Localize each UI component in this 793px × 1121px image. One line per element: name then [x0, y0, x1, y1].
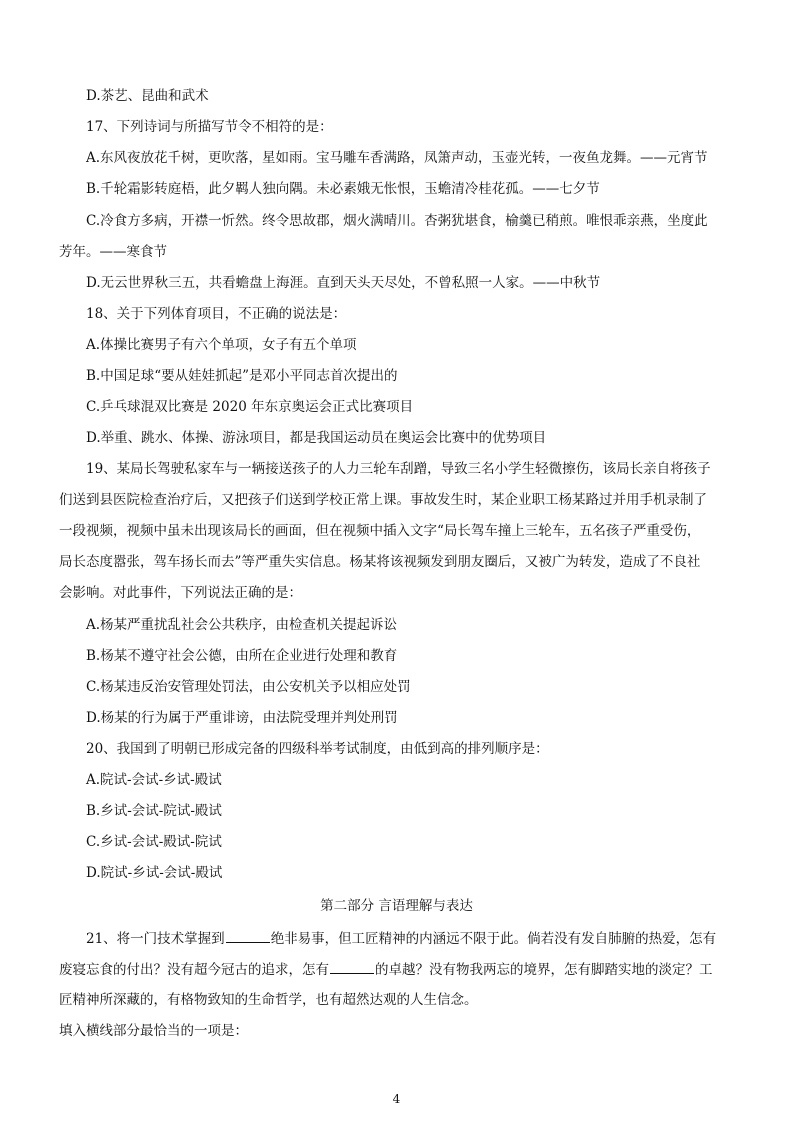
q19-stem-line-3: 一段视频，视频中虽未出现该局长的画面，但在视频中插入文字“局长驾车撞上三轮车，五名孩子严重受伤， [59, 523, 701, 539]
q17-option-a: A.东风夜放花千树，更吹落，星如雨。宝马雕车香满路，凤箫声动，玉壶光转，一夜鱼龙舞。——元宵节 [86, 150, 708, 166]
q18-stem: 18、关于下列体育项目，不正确的说法是： [86, 306, 347, 322]
q21-prompt: 填入横线部分最恰当的一项是： [59, 1023, 248, 1039]
q19-option-d: D.杨某的行为属于严重诽谤，由法院受理并判处刑罚 [86, 710, 398, 726]
q21-line-2-start: 废寝忘食的付出？没有超今冠古的追求，怎有 [59, 962, 329, 978]
q20-option-d: D.院试-乡试-会试-殿试 [86, 865, 223, 881]
q17-option-c-continued: 芳年。——寒食节 [59, 244, 167, 260]
q21-line-1-start: 21、将一门技术掌握到 [86, 931, 225, 947]
q18-option-d: D.举重、跳水、体操、游泳项目，都是我国运动员在奥运会比赛中的优势项目 [86, 430, 547, 446]
q17-stem: 17、下列诗词与所描写节令不相符的是： [86, 119, 333, 135]
q19-option-b: B.杨某不遵守社会公德，由所在企业进行处理和教育 [86, 648, 398, 664]
q21-line-2-end: 的卓越？没有物我两忘的境界，怎有脚踏实地的淡定？工 [375, 962, 713, 978]
q21-line-1-end: 绝非易事，但工匠精神的内涵远不限于此。倘若没有发自肺腑的热爱，怎有 [270, 931, 717, 947]
q19-stem-line-5: 会影响。对此事件，下列说法正确的是： [59, 585, 302, 601]
answer-blank-1 [226, 929, 270, 943]
q19-stem-line-1: 19、某局长驾驶私家车与一辆接送孩子的人力三轮车刮蹭，导致三名小学生轻微擦伤，该局长亲自将孩子 [86, 461, 711, 477]
q18-option-c: C.乒乓球混双比赛是 2020 年东京奥运会正式比赛项目 [86, 399, 414, 415]
q17-option-c: C.冷食方多病，开襟一忻然。终令思故郡，烟火满晴川。杏粥犹堪食，榆羹已稍煎。唯恨乖亲燕，坐度此 [86, 213, 708, 229]
q20-stem: 20、我国到了明朝已形成完备的四级科举考试制度，由低到高的排列顺序是： [86, 741, 549, 757]
q18-option-b: B.中国足球“要从娃娃抓起”是邓小平同志首次提出的 [86, 368, 398, 384]
q19-option-a: A.杨某严重扰乱社会公共秩序，由检查机关提起诉讼 [86, 617, 398, 633]
q19-option-c: C.杨某违反治安管理处罚法，由公安机关予以相应处罚 [86, 679, 411, 695]
q20-option-a: A.院试-会试-乡试-殿试 [86, 772, 222, 788]
q21-line-1 [86, 929, 716, 948]
q21-line-2 [59, 960, 713, 979]
q19-stem-line-4: 局长态度嚣张，驾车扬长而去”等严重失实信息。杨某将该视频发到朋友圈后，又被广为转发，造成了不良社 [59, 554, 701, 570]
q20-option-c: C.乡试-会试-殿试-院试 [86, 834, 222, 850]
q17-option-d: D.无云世界秋三五，共看蟾盘上海涯。直到天头天尽处，不曾私照一人家。——中秋节 [86, 275, 601, 291]
answer-blank-2 [330, 960, 374, 974]
q17-option-b: B.千轮霜影转庭梧，此夕羁人独向隅。未必素娥无怅恨，玉蟾清冷桂花孤。——七夕节 [86, 181, 600, 197]
q16-option-d: D.茶艺、昆曲和武术 [86, 88, 209, 104]
page-number: 4 [392, 1092, 401, 1106]
q18-option-a: A.体操比赛男子有六个单项，女子有五个单项 [86, 337, 357, 353]
q20-option-b: B.乡试-会试-院试-殿试 [86, 803, 222, 819]
section-title: 第二部分 言语理解与表达 [320, 898, 473, 914]
q19-stem-line-2: 们送到县医院检查治疗后，又把孩子们送到学校正常上课。事故发生时，某企业职工杨某路过并用手机录制了 [59, 492, 707, 508]
q21-line-3: 匠精神所深藏的，有格物致知的生命哲学，也有超然达观的人生信念。 [59, 992, 478, 1008]
